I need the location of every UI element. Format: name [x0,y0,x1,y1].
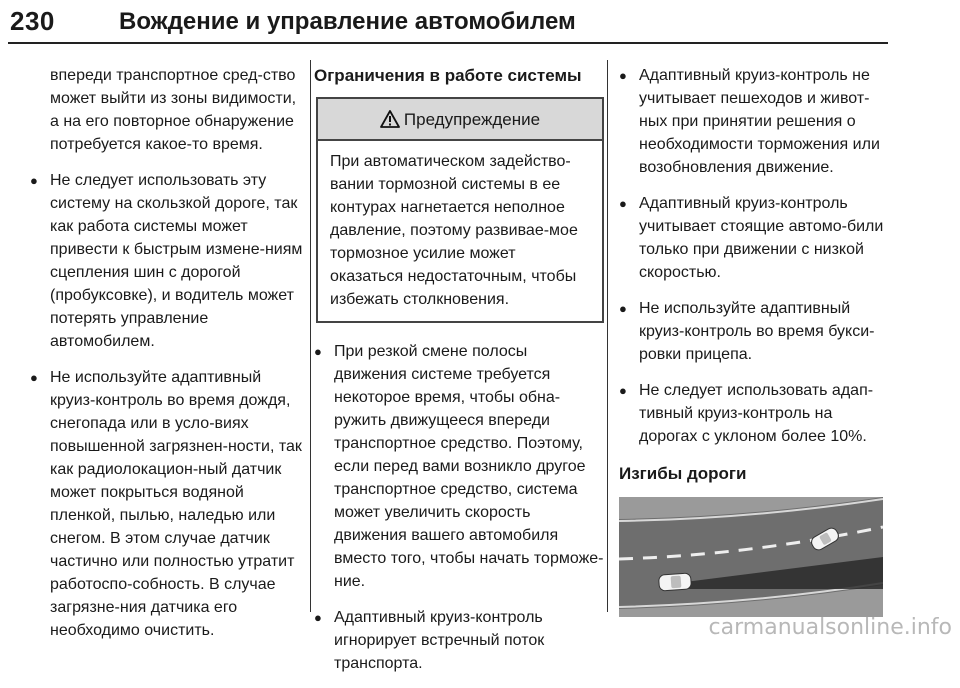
bullet-trailer: ● Не используйте адаптивный круиз-контроль во время букси-ровки прицепа. [619,297,894,366]
bullet-slope: ● Не следует использовать адап-тивный круиз-контроль на дорогах с уклоном более 10%. [619,379,894,448]
page-header [8,6,888,44]
warning-text: При автоматическом задейство-вании тормозной системы в ее контурах нагнетается неполное давление, поэтому развивае-мое тормозное усилие может оказаться недостаточным, чтобы избежать столкновения. [330,153,578,308]
column-2 [314,64,604,688]
column-divider [310,60,311,612]
bullet-weather: ● Не используйте адаптивный круиз-контроль во время дождя, снегопада или в усло-виях повышенной загрязнен-ности, так как радиолокацион-ный датчик может покрыться водяной пленкой, пылью, наледью или снегом. В этом случае датчик частично или полностью утратит работоспо-собность. В случае загрязне-ния датчика его необходимо очистить. [30,366,306,642]
warning-header [318,99,602,141]
paragraph-continued: впереди транспортное сред-ство может выйти из зоны видимости, а на его повторное обнаружение потребуется какое-то время. [50,67,297,153]
page-number: 230 [10,6,55,36]
own-car-icon [658,573,691,591]
warning-box [316,97,604,323]
column-3 [619,64,894,617]
page-title: Вождение и управление автомобилем [119,8,576,35]
column-divider [607,60,608,612]
warning-title: Предупреждение [403,109,541,129]
bullet-oncoming-traffic: ● Адаптивный круиз-контроль игнорирует встречный поток транспорта. [314,606,604,675]
bullet-pedestrians: ● Адаптивный круиз-контроль не учитывает пешеходов и живот-ных при принятии решения о необходимости торможения или возобновления движение. [619,64,894,179]
subheading-road-curves: Изгибы дороги [619,464,747,483]
bullet-stationary-vehicles: ● Адаптивный круиз-контроль учитывает стоящие автомо-били только при движении с низкой скоростью. [619,192,894,284]
bullet-slippery-road: ● Не следует использовать эту систему на скользкой дороге, так как работа системы может привести к быстрым измене-ниям сцепления шин с дорогой (пробуксовке), и водитель может потерять управление автомобилем. [30,169,306,353]
watermark: carmanualsonline.info [708,615,952,640]
column-1 [30,64,306,655]
section-heading: Ограничения в работе системы [314,66,582,85]
road-curve-illustration [619,497,883,617]
warning-triangle-icon [380,110,400,128]
bullet-lane-change: ● При резкой смене полосы движения системе требуется некоторое время, чтобы обна-ружить движущееся впереди транспортное средство. Поэтому, если перед вами возникло другое транспортное средство, система может увеличить скорость движения вашего автомобиля вместо того, чтобы начать торможе-ние. [314,340,604,593]
